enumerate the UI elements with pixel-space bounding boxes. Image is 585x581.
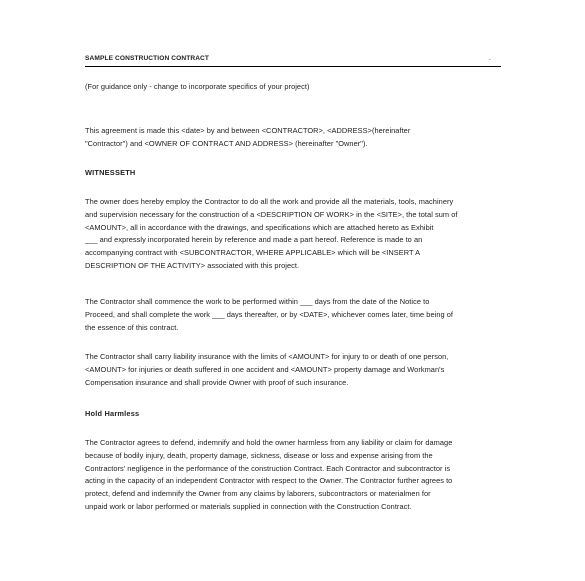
paragraph-line: unpaid work or labor performed or materials supplied in connection with the Construction Contract. [85,501,412,511]
paragraph-line: Compensation insurance and shall provide Owner with proof of such insurance. [85,377,349,387]
guidance-text: (For guidance only - change to incorporate specifics of your project) [85,82,310,91]
paragraph-line: because of bodily injury, death, property damage, sickness, disease or loss and expense arising from the [85,450,433,460]
paragraph-line: The Contractor shall commence the work to be performed within ___ days from the date of the Notice to [85,297,430,306]
paragraph-line: Contractors' negligence in the performance of the construction Contract. Each Contractor and subcontractor is [85,463,451,473]
paragraph-line: and supervision necessary for the construction of a <DESCRIPTION OF WORK> in the <SITE>, the total sum of [85,209,458,219]
paragraph-line: <AMOUNT> for injuries or death suffered in one accident and <AMOUNT> property damage and Workman's [85,364,445,374]
intro-paragraph [85,125,503,151]
paragraph-line: the essence of this contract. [85,322,179,332]
paragraph-line: ___ and expressly incorporated herein by reference and made a part hereof. Reference is made to an [85,235,423,245]
document-title: SAMPLE CONSTRUCTION CONTRACT [85,55,210,62]
hold-harmless-heading: Hold Harmless [85,409,140,418]
paragraph-line: Proceed, and shall complete the work ___ days thereafter, or by <DATE>, whichever comes later, time being of [85,309,454,319]
paragraph-line: protect, defend and indemnify the Owner from any claims by laborers, subcontractors or materialmen for [85,489,431,499]
paragraph-line: The owner does hereby employ the Contractor to do all the work and provide all the materials, tools, machinery [85,197,454,206]
employment-paragraph [85,196,503,273]
commencement-paragraph [85,296,503,334]
witnesseth-heading: WITNESSETH [85,168,136,177]
guidance-note [85,81,503,94]
document-header [85,54,501,67]
intro-line: This agreement is made this <date> by and between <CONTRACTOR>, <ADDRESS>(hereinafter [85,126,411,135]
intro-line: "Contractor") and <OWNER OF CONTRACT AND ADDRESS> (hereinafter "Owner"). [85,138,368,148]
paragraph-line: <AMOUNT>, all in accordance with the drawings, and specifications which are attached hereto as Exhibit [85,222,434,232]
hold-harmless-paragraph [85,437,503,514]
insurance-paragraph [85,351,503,389]
paragraph-line: accompanying contract with <SUBCONTRACTOR, WHERE APPLICABLE> which will be <INSERT A [85,248,421,258]
paragraph-line: acting in the capacity of an independent Contractor with respect to the Owner. The Contractor further agrees to [85,476,453,486]
paragraph-line: The Contractor agrees to defend, indemnify and hold the owner harmless from any liability or claim for damage [85,438,453,447]
paragraph-line: DESCRIPTION OF THE ACTIVITY> associated with this project. [85,260,300,270]
header-mark: . [489,55,491,62]
paragraph-line: The Contractor shall carry liability insurance with the limits of <AMOUNT> for injury to or death of one person, [85,352,449,361]
